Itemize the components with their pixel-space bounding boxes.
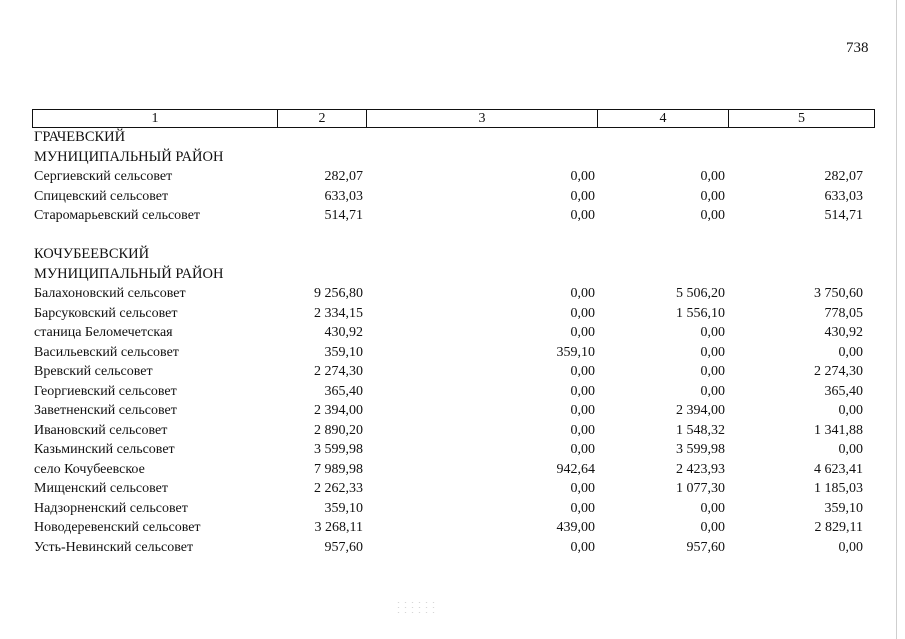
cell-col-2: 957,60 bbox=[324, 539, 363, 555]
settlement-name: Георгиевский сельсовет bbox=[34, 383, 177, 399]
cell-col-4: 2 394,00 bbox=[676, 403, 725, 418]
cell-col-3: 0,00 bbox=[570, 481, 595, 496]
cell-col-3: 0,00 bbox=[570, 305, 595, 321]
cell-col-5: 1 341,88 bbox=[814, 422, 863, 438]
cell-col-2: 2 262,33 bbox=[314, 481, 363, 496]
cell-col-5: 2 274,30 bbox=[814, 364, 863, 379]
cell-col-5: 0,00 bbox=[838, 539, 863, 555]
cell-col-2: 633,03 bbox=[324, 188, 363, 204]
cell-col-5: 633,03 bbox=[824, 188, 863, 204]
settlement-name: Заветненский сельсовет bbox=[34, 403, 177, 418]
column-header-2: 2 bbox=[278, 110, 367, 127]
cell-col-4: 0,00 bbox=[700, 520, 725, 535]
cell-col-3: 0,00 bbox=[570, 188, 595, 204]
cell-col-2: 7 989,98 bbox=[314, 461, 363, 477]
cell-col-4: 2 423,93 bbox=[676, 461, 725, 477]
scan-noise bbox=[395, 600, 435, 614]
settlement-name: Ивановский сельсовет bbox=[34, 422, 168, 438]
settlement-name: Надзорненский сельсовет bbox=[34, 500, 188, 516]
settlement-name: Балахоновский сельсовет bbox=[34, 286, 186, 301]
settlement-name: Новодеревенский сельсовет bbox=[34, 520, 201, 535]
table-row bbox=[32, 401, 875, 421]
table-row bbox=[32, 304, 875, 324]
cell-col-3: 0,00 bbox=[570, 208, 595, 223]
cell-col-2: 359,10 bbox=[324, 344, 363, 360]
table-header bbox=[32, 109, 875, 128]
table-row bbox=[32, 187, 875, 207]
cell-col-5: 430,92 bbox=[824, 325, 863, 340]
cell-col-4: 0,00 bbox=[700, 169, 725, 184]
cell-col-5: 359,10 bbox=[824, 500, 863, 516]
cell-col-2: 2 334,15 bbox=[314, 305, 363, 321]
cell-col-4: 0,00 bbox=[700, 383, 725, 399]
table-row bbox=[32, 479, 875, 499]
cell-col-3: 0,00 bbox=[570, 325, 595, 340]
cell-col-5: 1 185,03 bbox=[814, 481, 863, 496]
table-row bbox=[32, 421, 875, 441]
table-row bbox=[32, 323, 875, 343]
district-title: ГРАЧЕВСКИЙ bbox=[34, 129, 126, 145]
settlement-name: Старомарьевский сельсовет bbox=[34, 208, 201, 223]
cell-col-2: 365,40 bbox=[324, 383, 363, 399]
cell-col-4: 1 556,10 bbox=[676, 305, 725, 321]
cell-col-2: 3 599,98 bbox=[314, 442, 363, 457]
settlement-name: Усть-Невинский сельсовет bbox=[34, 539, 194, 555]
cell-col-4: 0,00 bbox=[700, 364, 725, 379]
cell-col-5: 514,71 bbox=[824, 208, 863, 223]
cell-col-2: 282,07 bbox=[324, 169, 363, 184]
settlement-name: Барсуковский сельсовет bbox=[34, 305, 178, 321]
district-title: МУНИЦИПАЛЬНЫЙ РАЙОН bbox=[34, 265, 224, 282]
settlement-name: Вревский сельсовет bbox=[34, 364, 153, 379]
cell-col-2: 514,71 bbox=[324, 208, 363, 223]
table-row bbox=[32, 167, 875, 187]
table-row bbox=[32, 499, 875, 519]
cell-col-3: 0,00 bbox=[570, 364, 595, 379]
cell-col-5: 4 623,41 bbox=[814, 461, 863, 477]
cell-col-3: 942,64 bbox=[556, 461, 595, 477]
cell-col-5: 282,07 bbox=[824, 169, 863, 184]
cell-col-4: 0,00 bbox=[700, 500, 725, 516]
settlement-name: Спицевский сельсовет bbox=[34, 188, 169, 204]
cell-col-4: 957,60 bbox=[686, 539, 725, 555]
column-header-1: 1 bbox=[33, 110, 278, 127]
scan-edge bbox=[896, 0, 897, 639]
column-header-3: 3 bbox=[367, 110, 598, 127]
cell-col-2: 359,10 bbox=[324, 500, 363, 516]
settlement-name: село Кочубеевское bbox=[34, 461, 145, 477]
settlement-name: станица Беломечетская bbox=[34, 325, 173, 340]
settlement-name: Мищенский сельсовет bbox=[34, 481, 168, 496]
cell-col-4: 5 506,20 bbox=[676, 286, 725, 301]
settlement-name: Сергиевский сельсовет bbox=[34, 169, 173, 184]
cell-col-3: 439,00 bbox=[556, 520, 595, 535]
cell-col-3: 0,00 bbox=[570, 383, 595, 399]
cell-col-2: 2 394,00 bbox=[314, 403, 363, 418]
table-body bbox=[32, 128, 875, 557]
cell-col-5: 0,00 bbox=[838, 403, 863, 418]
cell-col-2: 3 268,11 bbox=[314, 520, 363, 535]
table-row bbox=[32, 284, 875, 304]
settlement-name: Казьминский сельсовет bbox=[34, 442, 175, 457]
cell-col-2: 2 274,30 bbox=[314, 364, 363, 379]
cell-col-4: 0,00 bbox=[700, 344, 725, 360]
cell-col-3: 0,00 bbox=[570, 286, 595, 301]
cell-col-3: 359,10 bbox=[556, 344, 595, 360]
cell-col-2: 2 890,20 bbox=[314, 422, 363, 438]
table-row bbox=[32, 382, 875, 402]
district-title: КОЧУБЕЕВСКИЙ bbox=[34, 246, 150, 262]
cell-col-5: 2 829,11 bbox=[814, 520, 863, 535]
cell-col-3: 0,00 bbox=[570, 442, 595, 457]
district-title: МУНИЦИПАЛЬНЫЙ РАЙОН bbox=[34, 148, 224, 165]
cell-col-3: 0,00 bbox=[570, 422, 595, 438]
cell-col-4: 1 077,30 bbox=[676, 481, 725, 496]
column-header-5: 5 bbox=[798, 111, 805, 126]
column-header-4: 4 bbox=[598, 110, 729, 127]
settlement-name: Васильевский сельсовет bbox=[34, 344, 179, 360]
cell-col-3: 0,00 bbox=[570, 539, 595, 555]
cell-col-5: 778,05 bbox=[824, 305, 863, 321]
table-row bbox=[32, 538, 875, 558]
cell-col-3: 0,00 bbox=[570, 403, 595, 418]
cell-col-4: 0,00 bbox=[700, 208, 725, 223]
cell-col-3: 0,00 bbox=[570, 500, 595, 516]
cell-col-4: 0,00 bbox=[700, 325, 725, 340]
cell-col-4: 3 599,98 bbox=[676, 442, 725, 457]
cell-col-5: 3 750,60 bbox=[814, 286, 863, 301]
cell-col-4: 0,00 bbox=[700, 188, 725, 204]
table-row bbox=[32, 440, 875, 460]
table-row bbox=[32, 518, 875, 538]
cell-col-5: 365,40 bbox=[824, 383, 863, 399]
cell-col-2: 430,92 bbox=[324, 325, 363, 340]
table-row bbox=[32, 362, 875, 382]
table-row bbox=[32, 343, 875, 363]
table-row bbox=[32, 460, 875, 480]
cell-col-5: 0,00 bbox=[838, 442, 863, 457]
page-number: 738 bbox=[846, 40, 869, 56]
group-spacer bbox=[32, 226, 875, 246]
cell-col-2: 9 256,80 bbox=[314, 286, 363, 301]
table-row bbox=[32, 206, 875, 226]
cell-col-4: 1 548,32 bbox=[676, 422, 725, 438]
cell-col-3: 0,00 bbox=[570, 169, 595, 184]
cell-col-5: 0,00 bbox=[838, 344, 863, 360]
